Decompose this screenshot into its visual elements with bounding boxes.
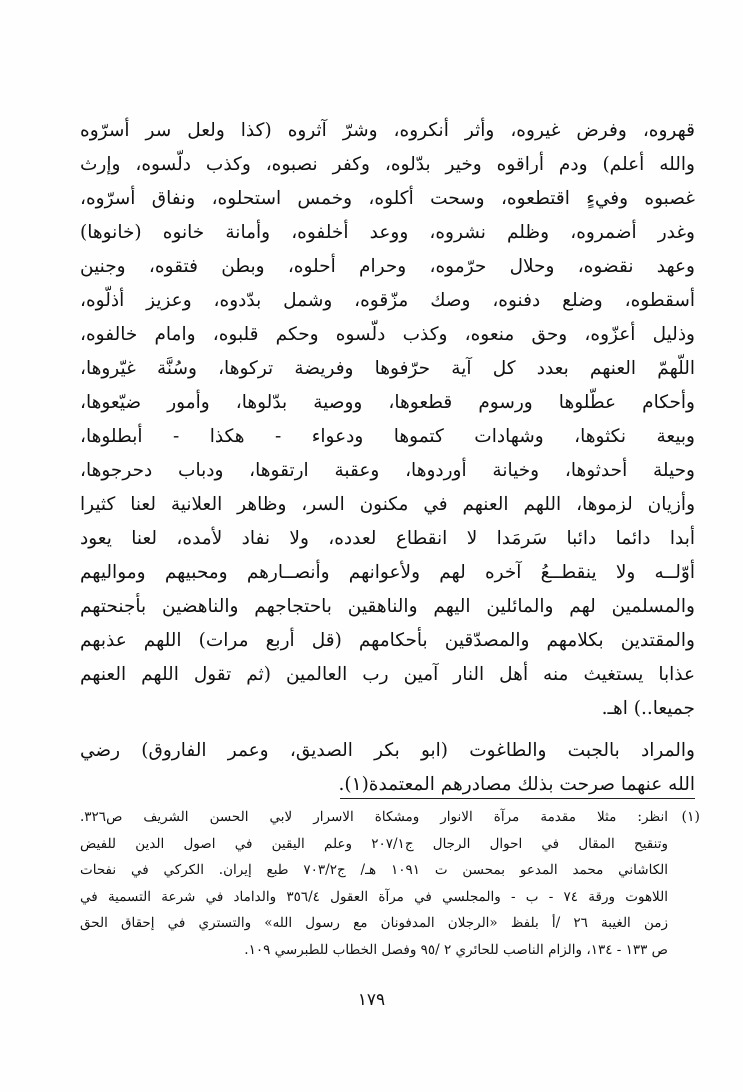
text-line: وذليل أعزّوه، وحق منعوه، وكذب دلّسوه وحكم قلبوه، وامام خالفوه، — [80, 324, 695, 345]
text-line: وغدر أضمروه، وظلم نشروه، ووعد أخلفوه، وأمانة خانوه (خانوها) — [80, 222, 695, 243]
text-line: وعهد نقضوه، وحلال حرّموه، وحرام أحلوه، وبطن فتقوه، وجنين — [80, 256, 695, 277]
text-line: وبيعة نكثوها، وشهادات كتموها ودعواء - هكذا - أبطلوها، — [80, 426, 695, 447]
paragraph-gap — [80, 726, 695, 734]
main-text — [80, 114, 695, 802]
text-line: قهروه، وفرض غيروه، وأثر أنكروه، وشرّ آثروه (كذا ولعل سر أسرّوه — [80, 120, 695, 141]
text-line: عذابا يستغيث منه أهل النار آمين رب العالمين (ثم تقول اللهم العنهم — [80, 664, 695, 685]
footnote-line: الكاشاني محمد المدعو بمحسن ت ١٠٩١ هـ/ ج٧٠٣/٢ طبع إيران. الكركي في نفحات — [80, 862, 668, 878]
text-line: جميعا..) اهـ. — [601, 698, 695, 719]
footnote-line: وتنقيح المقال في احوال الرجال ج٢٠٧/١ وعلم اليقين في اصول الدين للفيض — [80, 835, 668, 852]
text-line: غصبوه وفيءٍ اقتطعوه، وسحت أكلوه، وخمس استحلوه، ونفاق أسرّوه، — [80, 188, 695, 209]
text-line: والمقتدين بكلامهم والمصدّقين بأحكامهم (قل أربع مرات) اللهم عذبهم — [80, 630, 695, 651]
text-line: أبدا دائما دائبا سَرمَدا لا انقطاع لعدده، ولا نفاد لأمده، لعنا يعود — [80, 528, 695, 549]
text-line: الله عنهما صرحت بذلك مصادرهم المعتمدة(١). — [338, 774, 695, 795]
footnote-line: زمن الغيبة ٢٦ /أ بلفظ «الرجلان المدفونان مع رسول الله» والتستري في إحقاق الحق — [80, 915, 668, 931]
footnote-line: ص ١٣٣ - ١٣٤، والزام الناصب للحائري ٢ /٩٥ وفصل الخطاب للطبرسي ١٠٩. — [244, 941, 668, 958]
text-line: وحيلة أحدثوها، وخيانة أوردوها، وعقبة ارتقوها، ودباب دحرجوها، — [80, 460, 695, 481]
footnote-marker: (١) — [681, 809, 700, 825]
footnote-line: اللاهوت ورقة ٧٤ - ب - والمجلسي في مرآة العقول ٣٥٦/٤ والداماد في شرعة التسمية في — [80, 888, 668, 905]
text-line: والله أعلم) ودم أراقوه وخير بدّلوه، وكفر نصبوه، وكذب دلّسوه، وإرث — [80, 154, 695, 175]
footnote-divider — [340, 798, 695, 799]
footnotes — [80, 804, 700, 963]
text-line: أوّلــه ولا ينقطــعُ آخره لهم ولأعوانهم وأنصــارهم ومحبيهم ومواليهم — [80, 562, 695, 583]
footnote — [80, 804, 700, 963]
footnote-body — [80, 804, 668, 963]
footnote-line: انظر: مثلا مقدمة مرآة الانوار ومشكاة الاسرار لابي الحسن الشريف ص٣٢٦. — [80, 809, 668, 825]
text-line: والمسلمين لهم والمائلين اليهم والناهقين باحتجاجهم والناهضين بأجنحتهم — [80, 596, 695, 617]
text-line: وأزيان لزموها، اللهم العنهم في مكنون السر، وظاهر العلانية لعنا كثيرا — [80, 494, 695, 515]
text-line: والمراد بالجبت والطاغوت (ابو بكر الصديق، وعمر الفاروق) رضي — [80, 740, 695, 761]
text-line: اللّهمّ العنهم بعدد كل آية حرّفوها وفريضة تركوها، وسُنَّة غيّروها، — [80, 358, 695, 379]
page-number: ١٧٩ — [357, 990, 386, 1010]
text-line: وأحكام عطّلوها ورسوم قطعوها، ووصية بدّلوها، وأمور ضيّعوها، — [80, 392, 695, 413]
text-line: أسقطوه، وضلع دفنوه، وصك مزّقوه، وشمل بدّدوه، وعزيز أذلّوه، — [80, 290, 695, 311]
